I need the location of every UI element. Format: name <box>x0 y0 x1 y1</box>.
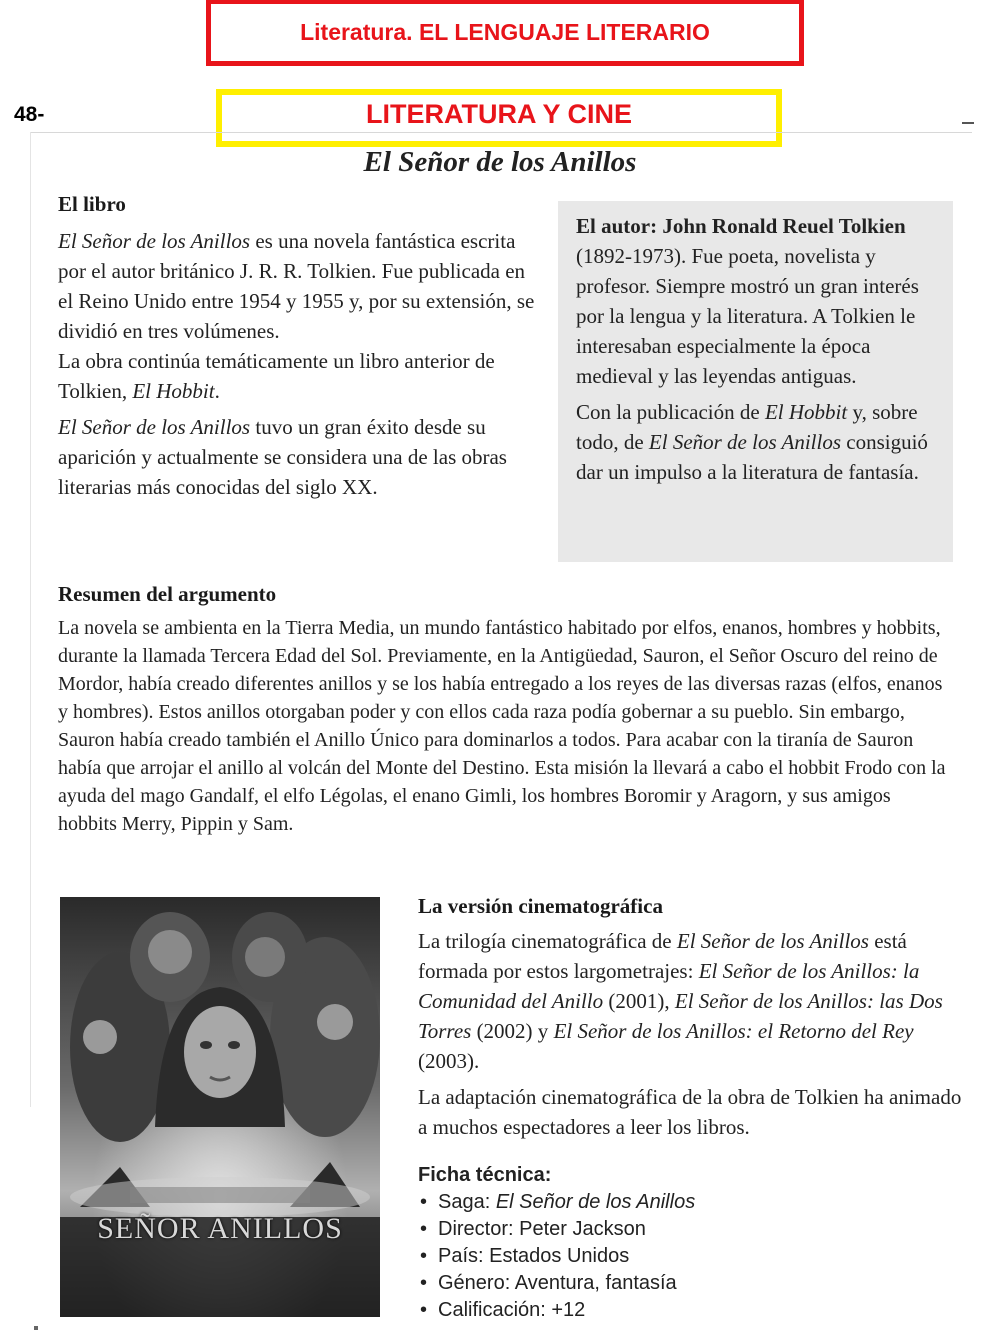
ficha-saga-value: El Señor de los Anillos <box>495 1191 696 1213</box>
cine-paragraph-2: La adaptación cinematográfica de la obra de Tolkien ha animado a muchos espectadores a leer los libros. <box>418 1085 962 1139</box>
scan-mark-bottom <box>34 1326 38 1330</box>
ficha-saga <box>418 1189 958 1216</box>
topic-title: LITERATURA Y CINE <box>365 99 633 129</box>
author-hobbit-title: El Hobbit <box>764 400 848 424</box>
author-box <box>558 201 953 562</box>
author-text-2c: consiguió dar un impulso a la literatura de fantasía. <box>576 430 928 484</box>
poster-title: SEÑOR ANILLOS <box>97 1212 343 1245</box>
author-text-2b: y, sobre todo, de <box>576 400 918 454</box>
resumen-text: La novela se ambienta en la Tierra Media, un mundo fantástico habitado por elfos, enanos, hombres y hobbits, durante la llamada Tercera Edad del Sol. Previamente, en la Antigüedad, Sauron, el Señor Oscuro del reino de Mordor, había creado diferentes anillos y se los había entregado a los reyes de las diversas razas (elfos, enanos y hombres). Estos anillos otorgaban poder y con ellos cada raza podía gobernar a su pueblo. Sin embargo, Sauron había creado también el Anillo Único para dominarlos a todos. Para acabar con la tiranía de Sauron había que arrojar el anillo al volcán del Monte del Destino. Esta misión la llevará a cabo el hobbit Frodo con la ayuda del mago Gandalf, el elfo Légolas, el enano Gimli, los hombres Boromir y Aragorn, y sus amigos hobbits Merry, Pippin y Sam. <box>58 617 946 835</box>
libro-heading: El libro <box>58 192 126 216</box>
ficha-director: • Director: Peter Jackson <box>418 1216 958 1243</box>
libro-p2-text: La obra continúa temáticamente un libro anterior de Tolkien, <box>58 349 495 403</box>
section-title: Literatura. EL LENGUAJE LITERARIO <box>300 19 710 45</box>
cine-heading: La versión cinematográfica <box>418 894 663 918</box>
author-label: El autor: John Ronald Reuel Tolkien <box>576 214 906 238</box>
cine-p1b: está formada por estos largometrajes: <box>418 929 907 983</box>
ficha-calificacion: • Calificación: +12 <box>418 1297 958 1324</box>
libro-text <box>58 226 538 502</box>
cine-p1a: La trilogía cinematográfica de <box>418 929 677 953</box>
author-paragraph-2 <box>576 397 939 487</box>
libro-p2-end: . <box>214 379 220 403</box>
ficha-genero: • Género: Aventura, fantasía <box>418 1270 958 1297</box>
cine-paragraph-1 <box>418 926 968 1076</box>
film-3-year: (2003). <box>418 1049 480 1073</box>
document-title: El Señor de los Anillos <box>363 146 637 178</box>
film-3-title: El Señor de los Anillos: el Retorno del Rey <box>553 1019 914 1043</box>
author-text-2a: Con la publicación de <box>576 400 765 424</box>
cine-saga-title: El Señor de los Anillos <box>676 929 869 953</box>
film-2-title: El Señor de los Anillos: las Dos Torres <box>418 989 943 1043</box>
scan-border-top <box>30 132 972 133</box>
book-title-2: El Señor de los Anillos <box>58 415 251 439</box>
movie-poster-image <box>60 897 380 1317</box>
libro-paragraph-1 <box>58 226 538 346</box>
film-1-year: (2001), <box>603 989 675 1013</box>
libro-paragraph-3 <box>58 412 538 502</box>
author-paragraph-1 <box>576 211 939 391</box>
book-title: El Señor de los Anillos <box>58 229 251 253</box>
ficha-heading: Ficha técnica: <box>418 1164 552 1186</box>
libro-p1-text: es una novela fantástica escrita por el autor británico J. R. R. Tolkien. Fue publicada en el Reino Unido entre 1954 y 1955 y, por su extensión, se dividió en tres volúmenes. <box>58 229 535 343</box>
film-1-title: El Señor de los Anillos: la Comunidad del Anillo <box>418 959 920 1013</box>
ficha-pais: • País: Estados Unidos <box>418 1243 958 1270</box>
hobbit-title: El Hobbit <box>132 379 215 403</box>
author-text-1: (1892-1973). Fue poeta, novelista y profesor. Siempre mostró un gran interés por la lengua y la literatura. A Tolkien le interesaban especialmente la época medieval y las leyendas antiguas. <box>576 244 919 388</box>
film-2-year: (2002) y <box>471 1019 554 1043</box>
author-book-title: El Señor de los Anillos <box>648 430 842 454</box>
ficha-list <box>418 1189 958 1324</box>
libro-p3-text: tuvo un gran éxito desde su aparición y actualmente se considera una de las obras literarias más conocidas del siglo XX. <box>58 415 507 499</box>
cine-text <box>418 926 968 1142</box>
scan-border-left <box>30 132 31 1107</box>
libro-paragraph-2 <box>58 346 538 406</box>
resumen-heading: Resumen del argumento <box>58 582 277 606</box>
section-title-box <box>206 0 804 66</box>
topic-title-box <box>216 89 782 147</box>
ficha-tecnica <box>418 1162 958 1324</box>
scan-mark <box>962 122 974 124</box>
page-number: 48- <box>14 103 45 126</box>
ficha-saga-label: Saga: <box>438 1191 496 1213</box>
